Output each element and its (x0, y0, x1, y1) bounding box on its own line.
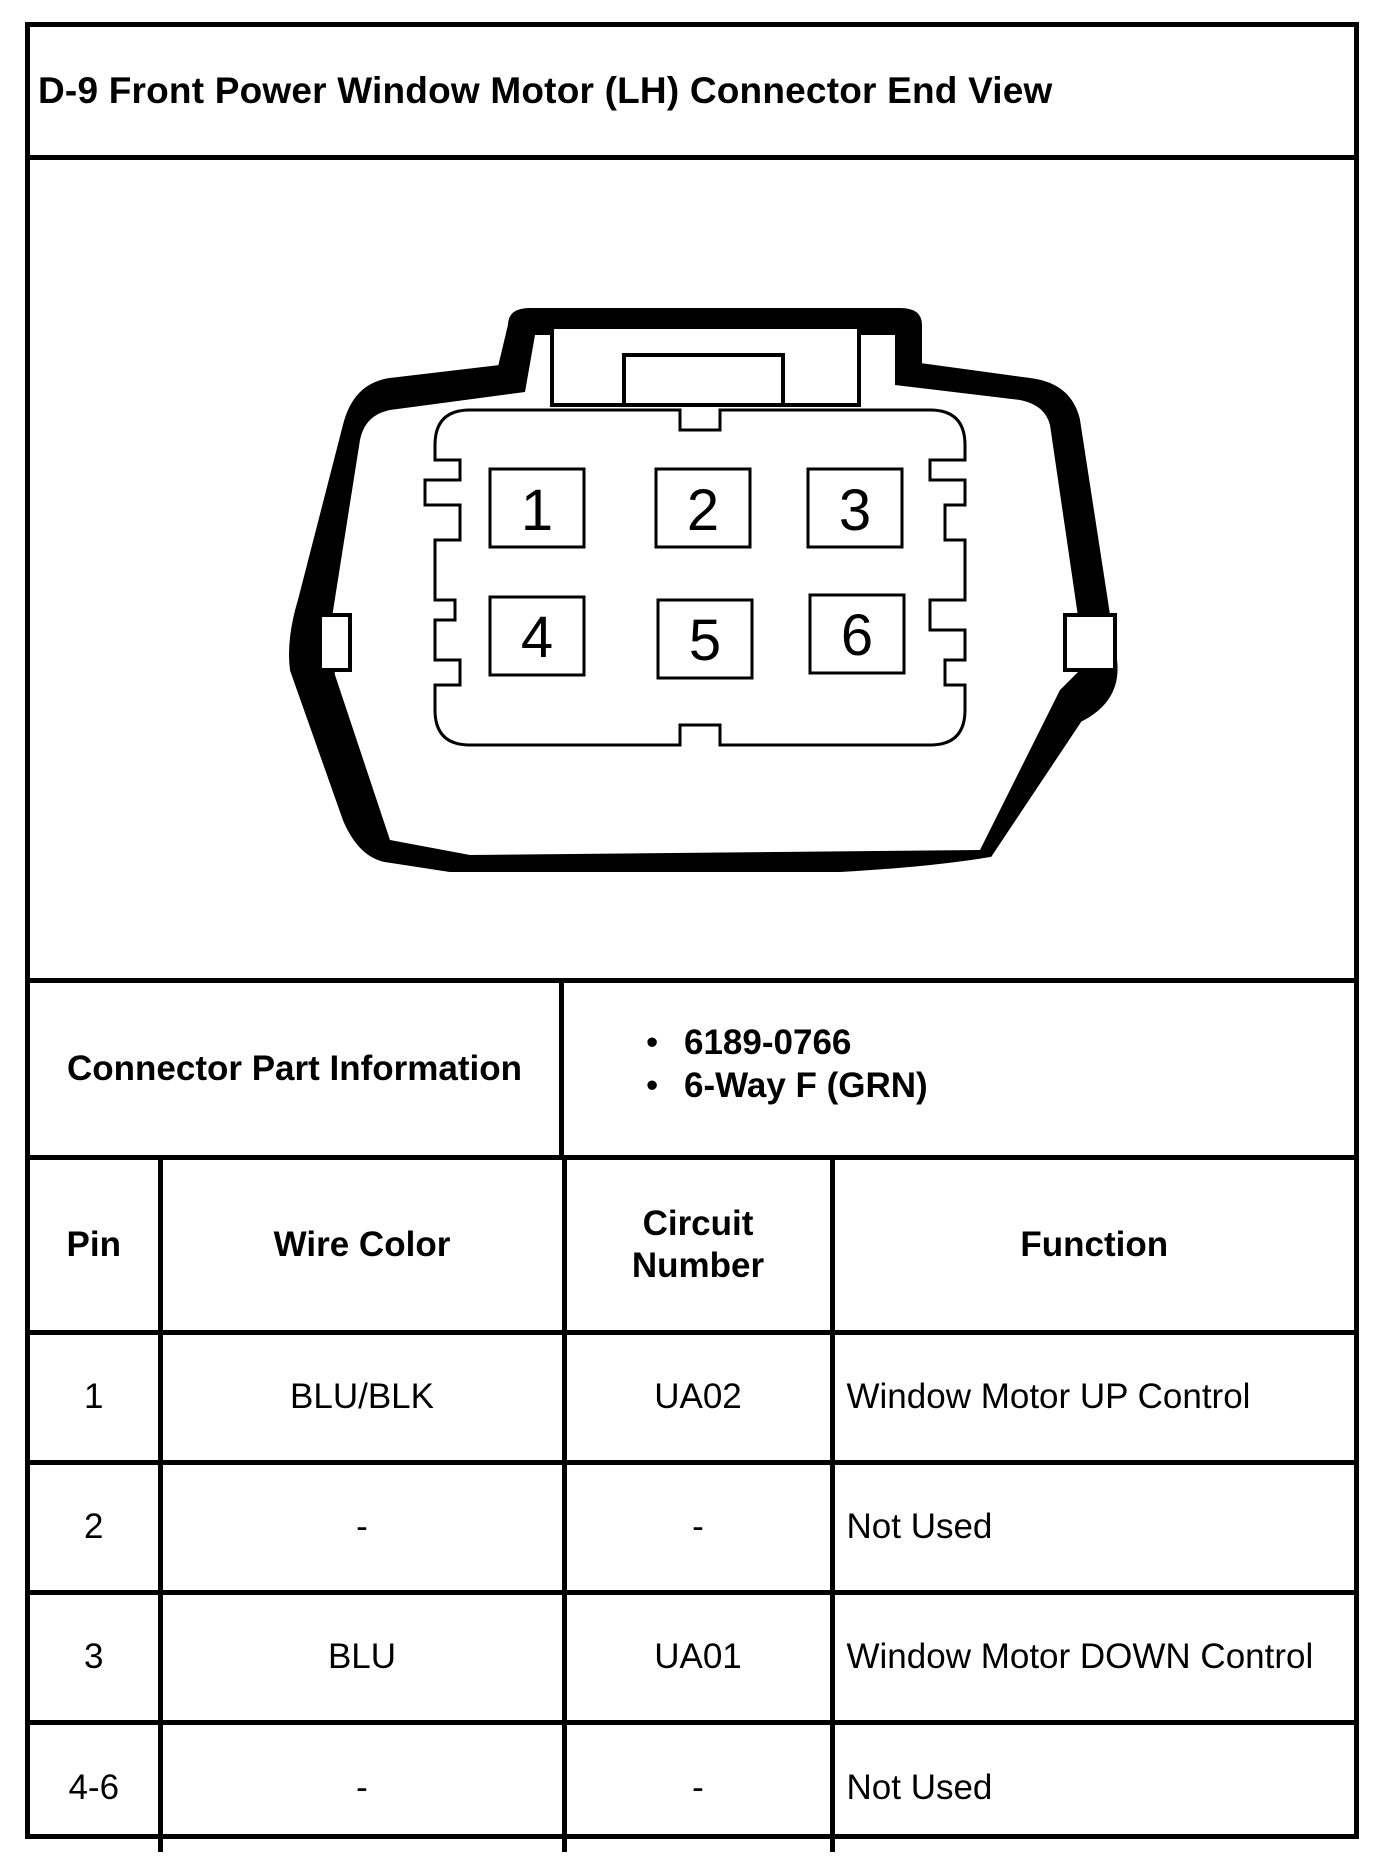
cell-circuit: - (564, 1722, 832, 1852)
left-latch (320, 615, 350, 670)
header-pin: Pin (30, 1160, 160, 1332)
cell-pin: 4-6 (30, 1722, 160, 1852)
header-circuit-line1: Circuit (642, 1203, 754, 1243)
pin-label: 5 (688, 608, 722, 673)
table-header-row (30, 1160, 1354, 1332)
header-wire-color: Wire Color (160, 1160, 564, 1332)
header-function: Function (832, 1160, 1354, 1332)
cell-pin: 2 (30, 1462, 160, 1592)
part-number: • 6189-0766 (684, 1021, 1354, 1064)
cell-function: Not Used (832, 1462, 1354, 1592)
pinout-table (30, 1160, 1354, 1852)
pin-cavity-2 (656, 469, 750, 547)
cell-pin: 1 (30, 1332, 160, 1462)
connector-diagram-panel (30, 160, 1354, 983)
pin-cavity-5 (658, 600, 752, 678)
pin-cavity-6 (810, 595, 904, 673)
pin-label: 1 (520, 478, 554, 543)
table-row (30, 1462, 1354, 1592)
table-row (30, 1332, 1354, 1462)
cell-circuit: UA01 (564, 1592, 832, 1722)
pin-label: 4 (520, 605, 554, 670)
part-info-row (30, 983, 1354, 1160)
connector-end-view-diagram (30, 160, 1354, 978)
table-row (30, 1722, 1354, 1852)
cell-circuit: - (564, 1462, 832, 1592)
pin-label: 3 (838, 478, 872, 543)
cell-function: Not Used (832, 1722, 1354, 1852)
pin-label: 6 (840, 603, 874, 668)
connector-type: • 6-Way F (GRN) (684, 1064, 1354, 1107)
cell-circuit: UA02 (564, 1332, 832, 1462)
header-circuit-line2: Number (631, 1245, 765, 1285)
pin-cavity-1 (490, 469, 584, 547)
connector-sheet (25, 22, 1359, 1839)
pin-label: 2 (686, 478, 720, 543)
cell-wire-color: - (160, 1722, 564, 1852)
page-title: D-9 Front Power Window Motor (LH) Connector End View (38, 70, 1053, 111)
pin-cavity-outline (425, 410, 965, 745)
title-row (30, 27, 1354, 160)
cell-wire-color: BLU/BLK (160, 1332, 564, 1462)
cell-wire-color: BLU (160, 1592, 564, 1722)
cell-pin: 3 (30, 1592, 160, 1722)
pin-cavity-4 (490, 597, 584, 675)
pin-cavity-3 (808, 469, 902, 547)
part-info-label: Connector Part Information (30, 983, 564, 1155)
cell-wire-color: - (160, 1462, 564, 1592)
cell-function: Window Motor DOWN Control (832, 1592, 1354, 1722)
table-row (30, 1592, 1354, 1722)
top-lock-inner (624, 355, 783, 405)
cell-function: Window Motor UP Control (832, 1332, 1354, 1462)
header-circuit-number (564, 1160, 832, 1332)
right-latch (1065, 615, 1115, 670)
part-info-list (564, 983, 1354, 1155)
